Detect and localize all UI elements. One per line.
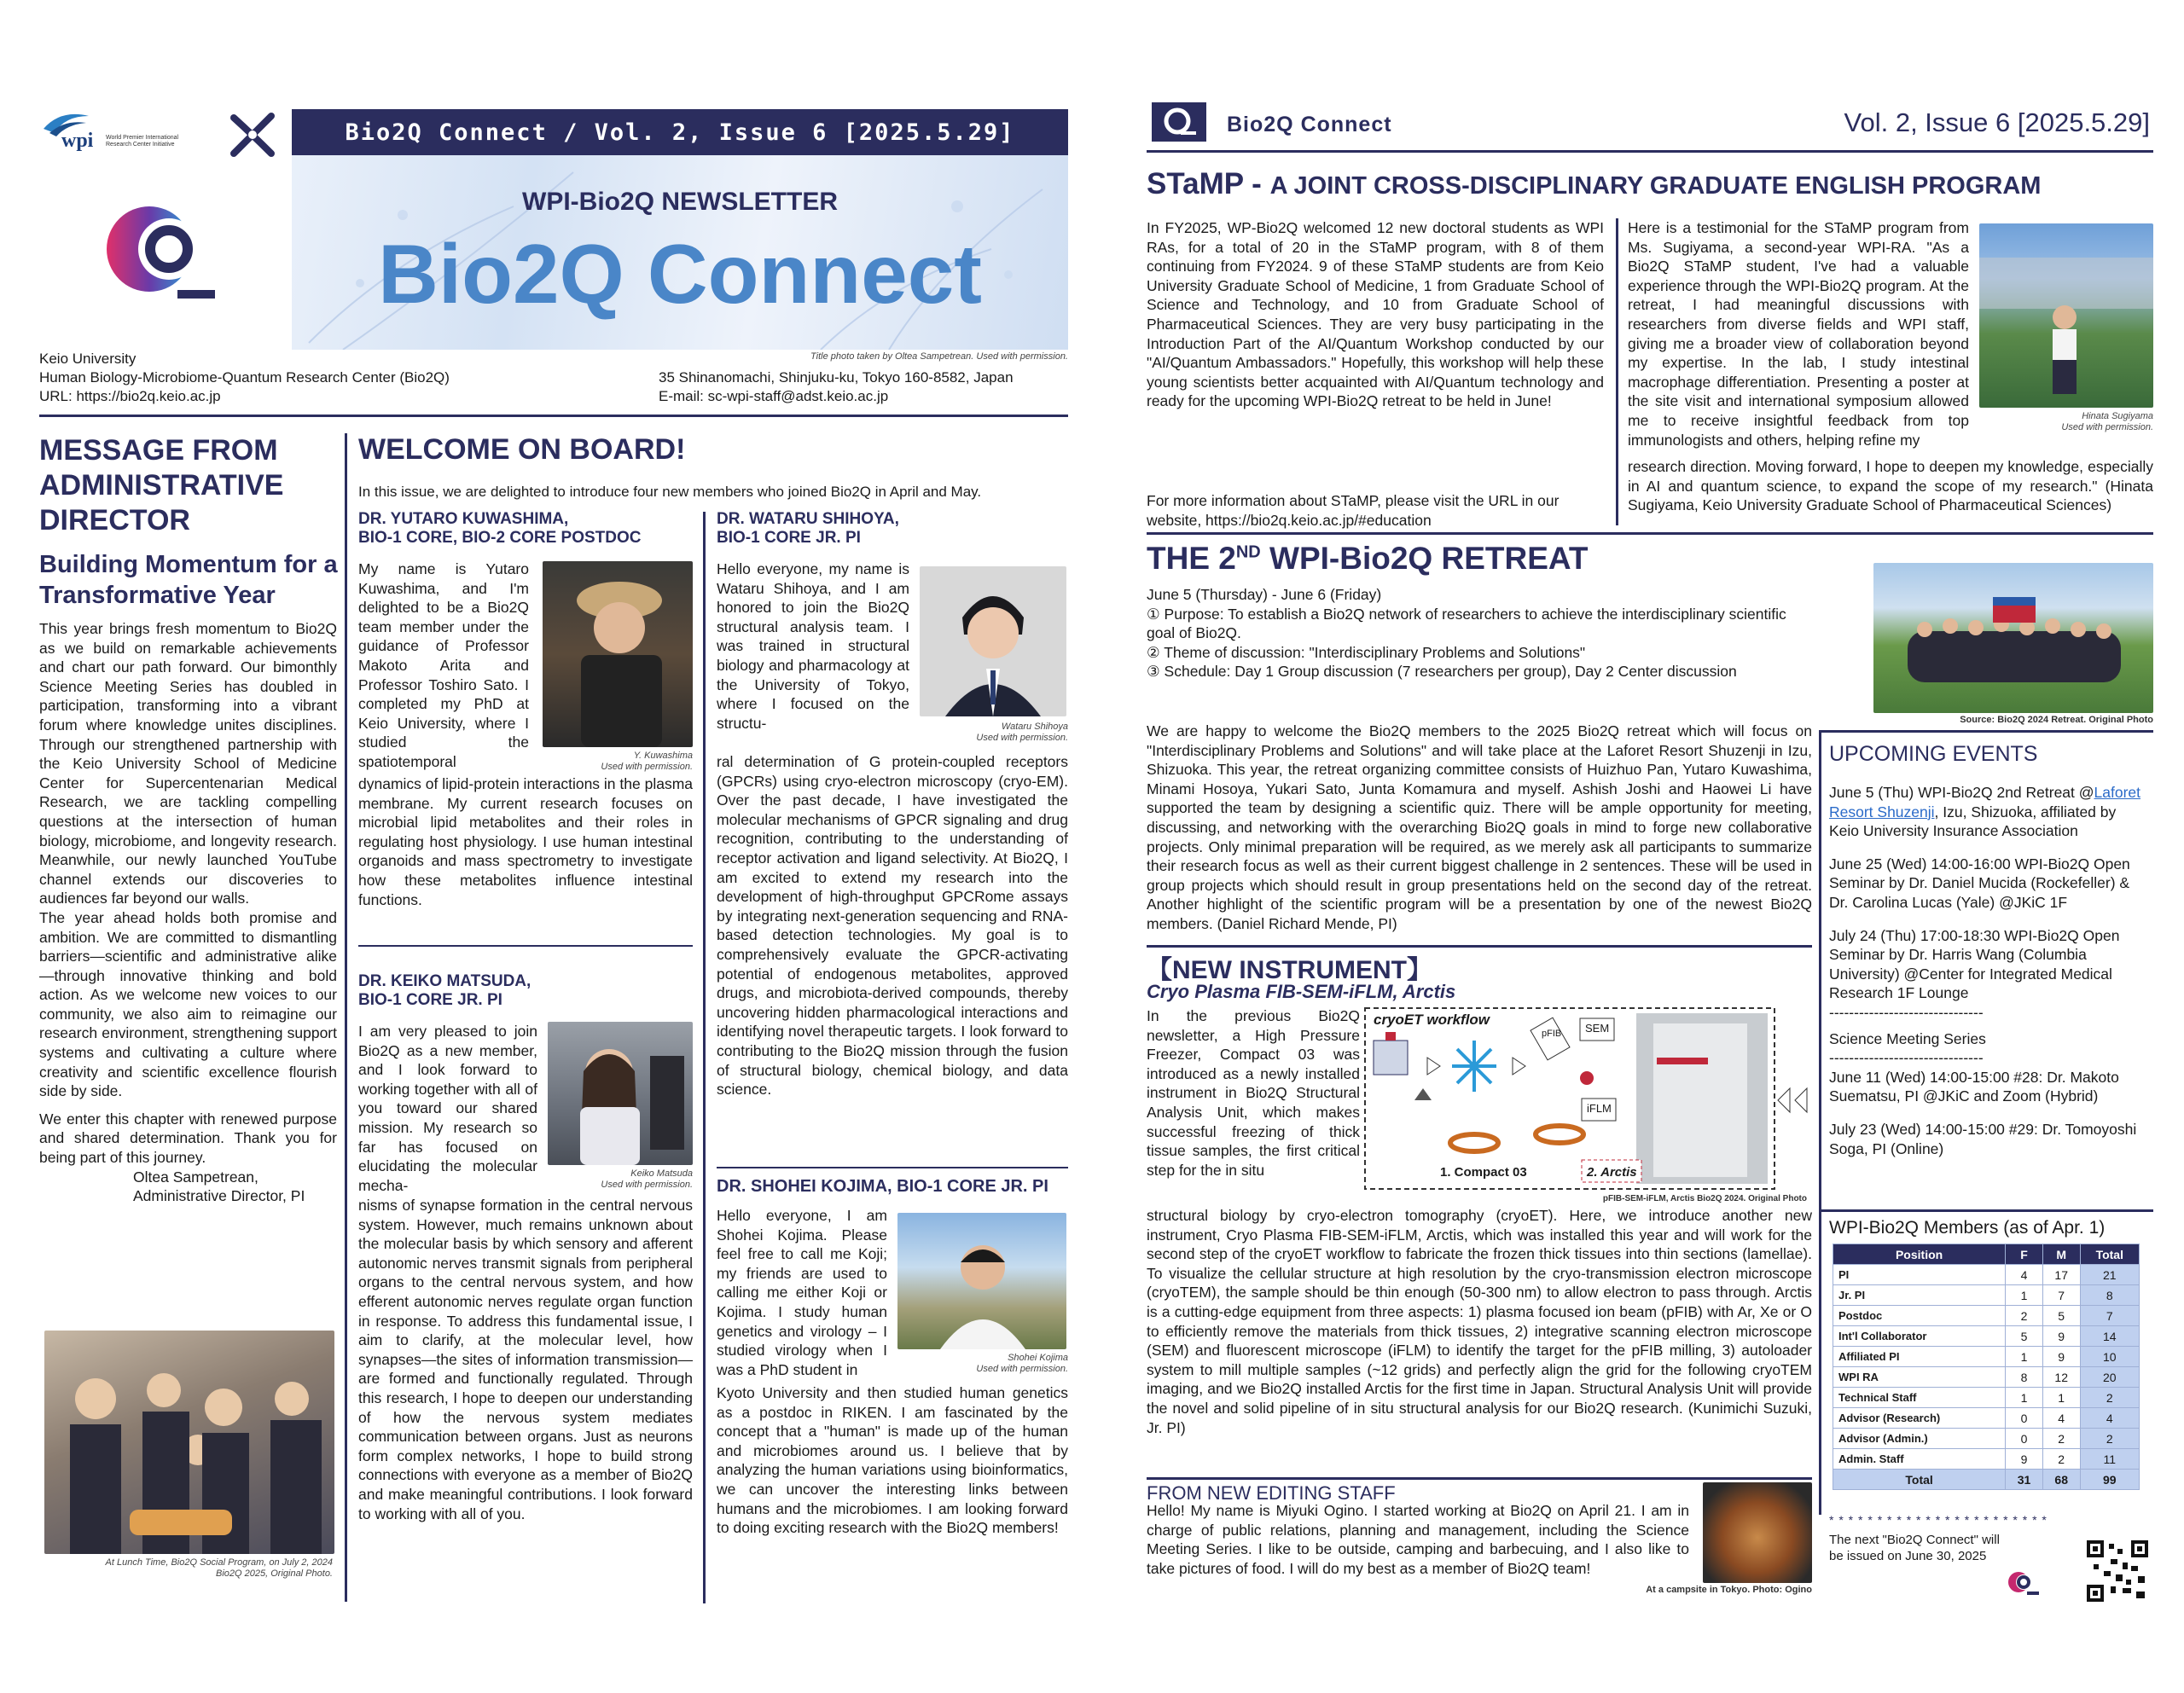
cryoet-label-iflm: iFLM: [1587, 1102, 1612, 1115]
retreat-bottom-rule: [1147, 945, 1812, 948]
cell-position: Affiliated PI: [1833, 1347, 2006, 1367]
cell-m: 9: [2042, 1326, 2080, 1347]
event-retreat-a: June 5 (Thu) WPI-Bio2Q 2nd Retreat @: [1829, 784, 2094, 801]
retreat-theme: ② Theme of discussion: "Interdisciplinary Problems and Solutions": [1147, 643, 1586, 661]
editing-heading: FROM NEW EDITING STAFF: [1147, 1482, 1396, 1504]
cell-position: Admin. Staff: [1833, 1449, 2006, 1470]
cryoet-figure-caption: pFIB-SEM-iFLM, Arctis Bio2Q 2024. Original Photo: [1602, 1194, 1807, 1203]
cell-m: 17: [2042, 1265, 2080, 1285]
retreat-heading: [1147, 541, 1588, 577]
right-column-divider: [1819, 730, 1821, 1515]
address-street: 35 Shinanomachi, Shinjuku-ku, Tokyo 160-8582, Japan: [659, 369, 1014, 386]
snowflake-icon: [1452, 1041, 1496, 1092]
address-url[interactable]: URL: https://bio2q.keio.ac.jp: [39, 388, 221, 404]
kuwashima-role: BIO-1 CORE, BIO-2 CORE POSTDOC: [358, 529, 642, 547]
retreat-heading-b: WPI-Bio2Q RETREAT: [1260, 541, 1589, 576]
cell-position: Advisor (Research): [1833, 1408, 2006, 1429]
cell-total: 2: [2080, 1388, 2139, 1408]
lunch-photo: [44, 1331, 334, 1554]
cell-total: 21: [2080, 1265, 2139, 1285]
issue-banner-text: Bio2Q Connect / Vol. 2, Issue 6 [2025.5.29]: [345, 119, 1015, 146]
cryoet-label-arctis: 2. Arctis: [1587, 1165, 1637, 1180]
table-row-total: [1833, 1470, 2140, 1490]
cell-m: 1: [2042, 1388, 2080, 1408]
matsuda-caption: [529, 1168, 693, 1191]
lunch-caption-line-1: At Lunch Time, Bio2Q Social Program, on July 2, 2024: [105, 1557, 333, 1568]
retreat-schedule: ③ Schedule: Day 1 Group discussion (7 researchers per group), Day 2 Center discussion: [1147, 663, 1737, 681]
cell-m: 7: [2042, 1285, 2080, 1306]
kojima-caption: [904, 1353, 1068, 1375]
cell-position: Jr. PI: [1833, 1285, 2006, 1306]
header-rule: [39, 415, 1068, 417]
kojima-caption-1: Shohei Kojima: [1008, 1353, 1068, 1363]
cell-m: 2: [2042, 1449, 2080, 1470]
address-line-1: Keio University: [39, 351, 136, 367]
qr-code-icon[interactable]: [2087, 1540, 2148, 1602]
cell-total: 99: [2080, 1470, 2139, 1490]
next-issue-note: The next "Bio2Q Connect" will be issued on June 30, 2025: [1829, 1533, 2000, 1563]
matsuda-name: DR. KEIKO MATSUDA,: [358, 972, 531, 990]
sugiyama-caption-1: Hinata Sugiyama: [2082, 411, 2153, 421]
wpi-logo-text: wpi: [61, 130, 94, 152]
table-row: [1833, 1367, 2140, 1388]
right-header-name: Bio2Q Connect: [1227, 113, 1392, 136]
stamp-heading-b: A JOINT CROSS-DISCIPLINARY GRADUATE ENGLISH PROGRAM: [1269, 172, 2042, 200]
footer-bio2q-logo-icon: [2005, 1569, 2042, 1598]
shihoya-name: DR. WATARU SHIHOYA,: [717, 510, 899, 528]
title-photo-credit: Title photo taken by Oltea Sampetrean. Used with permission.: [810, 351, 1068, 362]
message-body: [39, 619, 337, 1206]
event-meeting-29: July 23 (Wed) 14:00-15:00 #29: Dr. Tomoyoshi Soga, PI (Online): [1829, 1120, 2137, 1157]
column-divider-welcome: [703, 512, 706, 1603]
table-row: [1833, 1347, 2140, 1367]
editing-body: Hello! My name is Miyuki Ogino. I started working at Bio2Q on April 21. I am in charge of public relations, planning and management, including the Science Meeting Series. I like to be outside, camping and barbecuing, and I also like to take pictures of food. I will do my best as a member of Bio2Q team!: [1147, 1502, 1689, 1577]
cell-m: 2: [2042, 1429, 2080, 1449]
retreat-body: We are happy to welcome the Bio2Q members to the 2025 Bio2Q retreat which will focus on "Interdisciplinary Problems and Solutions" and will take place at the Laforet Resort Shuzenji in Izu, Shizuoka. This year, the retreat organizing committee consists of Huizhuo Pan, Yutaro Kuwashima, Minami Hosoya, Yukari Sato, Junta Komamura and myself. Ashish Joshi and Haowei Li have supported the team by designing a scientific quiz. There will be ample opportunity for meeting, discussing, and networking with the overarching Bio2Q goals in mind to forge new collaborative projects. Only minimal preparation will be required, as we merely ask all participants to summarize their research focus as well as their current biggest challenge in 2 sentences. These will be used in group projects which should result in group presentations held on the second day of the retreat. Another highlight of the scientific program will be a presentation by one of the newest Bio2Q members. (Daniel Richard Mende, PI): [1147, 722, 1812, 932]
lunch-photo-caption: [39, 1557, 333, 1580]
cell-total: 2: [2080, 1429, 2139, 1449]
matsuda-role: BIO-1 CORE JR. PI: [358, 991, 502, 1009]
members-table: [1833, 1244, 2140, 1490]
stamp-paragraph-1: In FY2025, WP-Bio2Q welcomed 12 new doctoral students as WPI RAs, for a total of 20 in the STaMP program, with 8 of them continuing from FY2024. 9 of these STaMP students are from Keio University Graduate School of Medicine, 1 from Graduate School of Science and Technology, and 10 from Graduate School of Pharmaceutical Sciences. They are very busy participating in the Introduction Part of the AI/Quantum Workshop conducted by our "AI/Quantum Ambassadors." Hopefully, this workshop will help these young scientists better acquainted with AI/Quantum technology and ready for the upcoming WPI-Bio2Q retreat to be held in June!: [1147, 219, 1604, 410]
kojima-caption-2: Used with permission.: [976, 1364, 1068, 1374]
right-header-rule: [1147, 150, 2153, 153]
kuwashima-text-a: My name is Yutaro Kuwashima, and I'm delighted to be a Bio2Q team member under the guidance of Professor Makoto Arita and Professor Toshiro Sato. I completed my PhD at Keio University, where I studied the spatiotemporal: [358, 560, 529, 770]
cell-f: 8: [2006, 1367, 2043, 1388]
newsletter-label: WPI-Bio2Q NEWSLETTER: [522, 188, 838, 216]
cell-f: 1: [2006, 1285, 2043, 1306]
events-divider-1: -------------------------------: [1829, 1003, 1984, 1021]
kuwashima-photo: [543, 561, 693, 747]
matsuda-text-b: nisms of synapse formation in the central nervous system. However, much remains unknown about the molecular basis by which sensory and afferent autonomic nerves transmit signals from peripheral organs to the central nervous system, and how efferent autonomic nerves regulate organ function in response. To address this fundamental issue, I aim to clarify, at the molecular level, how synapses—the sites of information transmission—are formed and functionally regulated. Through this research, I hope to deepen our understanding of how the nervous system mediates communication between organs. Just as neurons form complex networks, I hope to build strong connections with everyone as a member of Bio2Q and make meaningful contributions. I look forward to working with all of you.: [358, 1197, 693, 1522]
table-row: [1833, 1429, 2140, 1449]
events-series-label: Science Meeting Series: [1829, 1029, 1986, 1047]
cell-total: 7: [2080, 1306, 2139, 1326]
masthead-title: Bio2Q Connect: [378, 227, 982, 321]
matsuda-caption-1: Keiko Matsuda: [630, 1168, 693, 1179]
stamp-testimonial-b: research direction. Moving forward, I hope to deepen my knowledge, especially in AI and quantum science, to expand the scope of my research." (Hinata Sugiyama, Keio University Graduate School of Pharmaceutical Sciences): [1628, 458, 2153, 514]
stamp-divider: [1616, 218, 1618, 525]
message-subheading: Building Momentum for a Transformative Year: [39, 551, 338, 609]
members-heading: WPI-Bio2Q Members (as of Apr. 1): [1829, 1218, 2106, 1238]
cell-m: 12: [2042, 1367, 2080, 1388]
cryoet-figure: [1363, 1006, 1815, 1191]
instrument-bottom-rule: [1147, 1477, 1812, 1480]
kuwashima-caption-2: Used with permission.: [601, 762, 693, 772]
cell-f: 0: [2006, 1429, 2043, 1449]
welcome-heading: WELCOME ON BOARD!: [358, 433, 686, 466]
table-row: [1833, 1388, 2140, 1408]
event-meeting-28: June 11 (Wed) 14:00-15:00 #28: Dr. Makoto Suematsu, PI @JKiC and Zoom (Hybrid): [1829, 1068, 2119, 1105]
cell-m: 9: [2042, 1347, 2080, 1367]
shihoya-caption-1: Wataru Shihoya: [1001, 722, 1068, 732]
kuwashima-caption-1: Y. Kuwashima: [633, 751, 693, 761]
event-seminar-mucida: June 25 (Wed) 14:00-16:00 WPI-Bio2Q Open Seminar by Dr. Daniel Mucida (Rockefeller) & Dr. Carolina Lucas (Yale) @JKiC 1F: [1829, 855, 2130, 911]
cell-f: 31: [2006, 1470, 2043, 1490]
retreat-details: [1147, 585, 1812, 681]
cell-position: PI: [1833, 1265, 2006, 1285]
events-top-rule: [1819, 730, 2153, 733]
kojima-text-a: Hello everyone, I am Shohei Kojima. Please feel free to call me Koji; my friends are used to calling me either Koji or Kojima. I study human genetics and virology – I studied virology when I was a PhD student in: [717, 1207, 887, 1378]
event-retreat-b: , Izu, Shizuoka, affiliated by Keio University Insurance Association: [1829, 803, 2117, 840]
lunch-caption-line-2: Bio2Q 2025, Original Photo.: [216, 1568, 333, 1579]
matsuda-photo: [548, 1022, 693, 1165]
members-table-header: [1833, 1244, 2140, 1265]
cell-f: 1: [2006, 1347, 2043, 1367]
cell-m: 68: [2042, 1470, 2080, 1490]
cell-position: WPI RA: [1833, 1367, 2006, 1388]
table-row: [1833, 1306, 2140, 1326]
message-heading: MESSAGE FROM ADMINISTRATIVE DIRECTOR: [39, 434, 284, 536]
cell-f: 4: [2006, 1265, 2043, 1285]
kuwashima-text-b: dynamics of lipid-protein interactions in the plasma membrane. My current research focuses on microbial lipid metabolites and their roles in regulating host physiology. I use human intestinal organoids and mass spectrometry to investigate how these metabolites influence intestinal functions.: [358, 775, 693, 908]
kojima-photo: [897, 1213, 1066, 1349]
events-heading: UPCOMING EVENTS: [1829, 742, 2038, 766]
welcome-intro: In this issue, we are delighted to introduce four new members who joined Bio2Q in April and May.: [358, 484, 982, 500]
event-retreat-link[interactable]: Laforet Resort Shuzenji: [1829, 784, 2141, 820]
address-line-2: Human Biology-Microbiome-Quantum Research Center (Bio2Q): [39, 369, 450, 386]
kuwashima-caption: [529, 751, 693, 773]
members-top-rule: [1819, 1209, 2153, 1212]
wpi-logo-sub: World Premier International Research Center Initiative: [106, 135, 179, 148]
campsite-photo: [1703, 1482, 1812, 1583]
shihoya-text-a: Hello everyone, my name is Wataru Shihoya, and I am honored to join the Bio2Q structural analysis team. I was trained in structural biology and pharmacology at the University of Tokyo, where I focused on the structu-: [717, 560, 909, 732]
cell-position: Int'l Collaborator: [1833, 1326, 2006, 1347]
sugiyama-caption: [1979, 411, 2153, 433]
cryoet-label-sem: SEM: [1585, 1022, 1610, 1035]
message-signature-title: Administrative Director, PI: [133, 1187, 305, 1205]
matsuda-text-a: I am very pleased to join Bio2Q as a new member, and I look forward to working together with all of you toward our shared mission. My research so far has focused on elucidating the molecular mecha-: [358, 1023, 537, 1194]
address-right: [659, 368, 1085, 406]
message-paragraph-2: The year ahead holds both promise and ambition. We are committed to dismantling barriers—scientific and administrative alike—through innovative thinking and bold action. As we welcome new voices to our community, we also aim to reimagine our research environment, strengthening support systems and cultivating a culture where creativity and scientific excellence flourish side by side.: [39, 908, 337, 1100]
retreat-photo: [1873, 563, 2153, 713]
address-email[interactable]: E-mail: sc-wpi-staff@adst.keio.ac.jp: [659, 388, 889, 404]
cryoet-label-compact: 1. Compact 03: [1440, 1165, 1527, 1180]
small-bio2q-logo-icon: [1152, 102, 1206, 142]
cell-position: Advisor (Admin.): [1833, 1429, 2006, 1449]
instrument-text-a: In the previous Bio2Q newsletter, a High Pressure Freezer, Compact 03 was introduced as a newly installed instrument in Bio2Q Structural Analysis Unit, which makes successful freezing of thick tissue samples, the first critical step for the in situ: [1147, 1007, 1360, 1179]
col-total: Total: [2080, 1244, 2139, 1265]
cell-total: 4: [2080, 1408, 2139, 1429]
matsuda-caption-2: Used with permission.: [601, 1180, 693, 1190]
shihoya-caption: [904, 722, 1068, 744]
col-f: F: [2006, 1244, 2043, 1265]
table-row: [1833, 1285, 2140, 1306]
divider-shihoya: [717, 1167, 1068, 1168]
wpi-logo: [39, 107, 193, 159]
stamp-heading: [1147, 167, 2153, 201]
shihoya-role: BIO-1 CORE JR. PI: [717, 529, 861, 547]
stamp-bottom-rule: [1147, 532, 2153, 535]
shihoya-caption-2: Used with permission.: [976, 733, 1068, 743]
cell-position: Postdoc: [1833, 1306, 2006, 1326]
sugiyama-caption-2: Used with permission.: [2061, 422, 2153, 432]
event-retreat: [1829, 783, 2146, 841]
members-table-grid: [1833, 1244, 2140, 1490]
address-left: [39, 350, 551, 406]
cell-position: Total: [1833, 1470, 2006, 1490]
table-row: [1833, 1408, 2140, 1429]
events-list: [1829, 783, 2146, 1158]
message-paragraph-1: This year brings fresh momentum to Bio2Q as we build on remarkable achievements and chart our path forward. Our bimonthly Science Meeting Series has doubled in participation, transforming into a vibrant forum where knowledge unites disciplines. Through our strengthened partnership with the Keio University School of Medicine Center for Supercentenarian Medical Research, we are tackling compelling questions at the intersection of human biology, microbiome, and longevity research. Meanwhile, our newly launched YouTube channel extends our discoveries to audiences far beyond our walls.: [39, 620, 337, 907]
bio2q-logo-icon: [102, 201, 239, 312]
cell-total: 10: [2080, 1347, 2139, 1367]
retreat-purpose: ① Purpose: To establish a Bio2Q network of researchers to achieve the interdisciplinary scientific goal of Bio2Q.: [1147, 605, 1786, 642]
cell-f: 2: [2006, 1306, 2043, 1326]
kojima-text-b: Kyoto University and then studied human genetics as a postdoc in RIKEN. I am fascinated by the concept that a "human" is made up of the human and microbiomes around us. I believe that by analyzing the human variations using bioinformatics, we can uncover the interesting links between humans and the microbiomes. I am looking forward to doing exciting research with the Bio2Q members!: [717, 1384, 1068, 1537]
message-signature-name: Oltea Sampetrean,: [133, 1168, 258, 1186]
kuwashima-name: DR. YUTARO KUWASHIMA,: [358, 510, 569, 528]
instrument-heading: 【NEW INSTRUMENT】: [1147, 956, 1432, 984]
shihoya-text-b: ral determination of G protein-coupled receptors (GPCRs) using cryo-electron microscopy (cryo-EM). Over the past decade, I have investigated the molecular mechanisms of GPCR signaling and drug recognition, contributing to the understanding of receptor activation and ligand selectivity. At Bio2Q, I am excited to extend my research into the development of high-throughput GPCRome assays by integrating next-generation sequencing and RNA-based detection technologies. My goal is to comprehensively evaluate the GPCR-activating potential of endogenous metabolites, approved drugs, and microbiota-derived compounds, thereby uncovering hidden pharmacological interactions and identifying novel therapeutic targets. I look forward to contributing to the Bio2Q mission through the fusion of structural biology, chemical biology, and data science.: [717, 753, 1068, 1099]
cell-f: 0: [2006, 1408, 2043, 1429]
right-header-issue: Vol. 2, Issue 6 [2025.5.29]: [1844, 107, 2150, 137]
cell-total: 11: [2080, 1449, 2139, 1470]
cell-f: 5: [2006, 1326, 2043, 1347]
cell-total: 14: [2080, 1326, 2139, 1347]
stamp-heading-a: STaMP -: [1147, 167, 1270, 200]
stamp-paragraph-2[interactable]: For more information about STaMP, please visit the URL in our website, https://bio2q.keio.ac.jp/#education: [1147, 492, 1560, 529]
retreat-photo-caption: Source: Bio2Q 2024 Retreat. Original Photo: [1960, 715, 2153, 725]
cell-m: 5: [2042, 1306, 2080, 1326]
table-row: [1833, 1449, 2140, 1470]
stamp-testimonial-a: Here is a testimonial for the STaMP program from Ms. Sugiyama, a second-year WPI-RA. "As a Bio2Q STaMP student, I've had a valuable experience through the WPI-Bio2Q program. At the retreat, I had meaningful discussions with researchers from diverse fields and WPI staff, giving me a broader view of collaboration beyond my expertise. In the lab, I study intestinal macrophage differentiation. Presenting a poster at the site visit and international symposium allowed me to receive insightful feedback from top immunologists and others, helping refine my: [1628, 219, 1969, 449]
instrument-text-b: structural biology by cryo-electron tomography (cryoET). Here, we introduce another new instrument, Cryo Plasma FIB-SEM-iFLM, Arctis, which was installed this year and will work for the second step of the cryoET workflow to fabricate the frozen thick tissues into thin sections (lamellae). To visualize the cellular structure at high resolution by the cryo-transmission electron microscope (cryoTEM), the sample should be thin enough (50-300 nm) to allow electron to pass through. Arctis is a cutting-edge equipment from three aspects: 1) plasma focused ion beam (pFIB) with Ar, Xe or O to efficiently remove the materials from thick tissues, 2) integrative scanning electron microscope (SEM) and fluorescent microscope (iFLM) to identify the target for the pFIB milling, 3) autoloader system to mill multiple samples (~12 grids) and perfectly align the grid for the following cryoTEM imaging, and we Bio2Q installed Arctis for the first time in Japan. Structural Analysis Unit will provide the novel and solid pipeline of in situ structural analysis for our Bio2Q research. (Kunimichi Suzuki, Jr. PI): [1147, 1207, 1812, 1436]
retreat-heading-sup: ND: [1235, 542, 1261, 562]
table-row: [1833, 1265, 2140, 1285]
cryoet-figure-title: cryoET workflow: [1374, 1012, 1490, 1028]
message-paragraph-3: We enter this chapter with renewed purpose and shared determination. Thank you for being part of this journey.: [39, 1110, 337, 1167]
cryoet-label-pfib: pFIB: [1542, 1029, 1562, 1039]
kojima-name: DR. SHOHEI KOJIMA, BIO-1 CORE JR. PI: [717, 1177, 1048, 1196]
shihoya-photo: [920, 566, 1066, 716]
col-m: M: [2042, 1244, 2080, 1265]
campsite-caption: At a campsite in Tokyo. Photo: Ogino: [1646, 1585, 1812, 1595]
instrument-subheading: Cryo Plasma FIB-SEM-iFLM, Arctis: [1147, 981, 1456, 1002]
cell-total: 20: [2080, 1367, 2139, 1388]
event-seminar-wang: July 24 (Thu) 17:00-18:30 WPI-Bio2Q Open Seminar by Dr. Harris Wang (Columbia University) @Center for Integrated Medical Research 1F Lounge: [1829, 926, 2120, 1002]
sugiyama-photo: [1979, 223, 2153, 408]
divider-kuwashima: [358, 945, 693, 947]
retreat-date: June 5 (Thursday) - June 6 (Friday): [1147, 586, 1382, 603]
cell-total: 8: [2080, 1285, 2139, 1306]
retreat-heading-a: THE 2: [1147, 541, 1236, 576]
stars-divider: * * * * * * * * * * * * * * * * * * * * * * *: [1829, 1513, 2048, 1527]
col-position: Position: [1833, 1244, 2006, 1265]
column-divider-left: [345, 433, 347, 1602]
table-row: [1833, 1326, 2140, 1347]
cell-f: 9: [2006, 1449, 2043, 1470]
bio2q-cross-icon: [227, 109, 278, 160]
cell-m: 4: [2042, 1408, 2080, 1429]
events-divider-2: -------------------------------: [1829, 1049, 1984, 1067]
cell-f: 1: [2006, 1388, 2043, 1408]
cell-position: Technical Staff: [1833, 1388, 2006, 1408]
